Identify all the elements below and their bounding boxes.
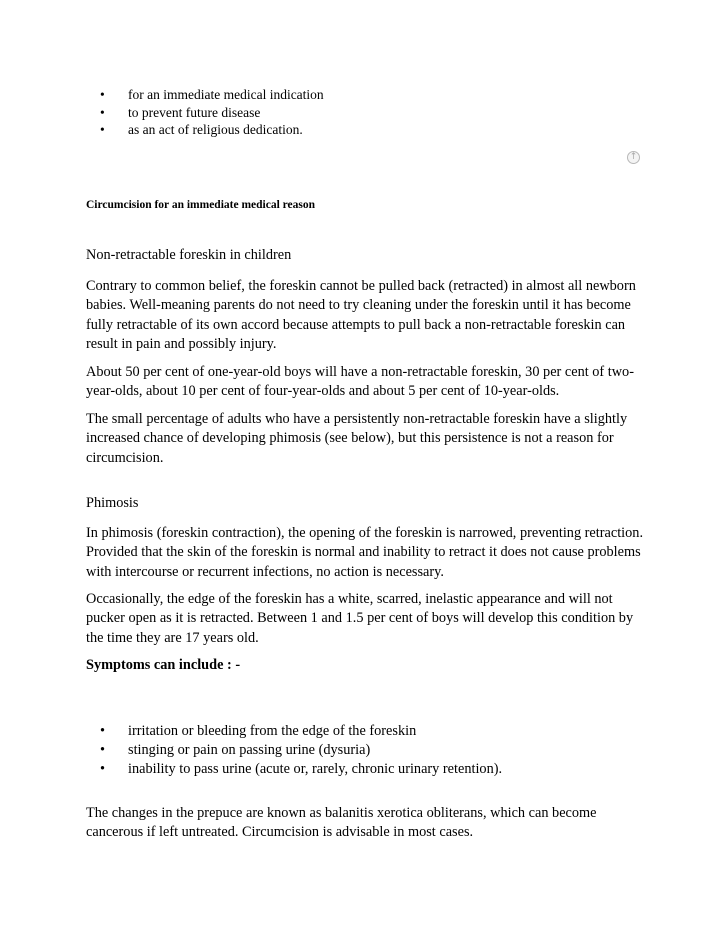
list-item: • for an immediate medical indication (100, 87, 324, 102)
intro-bullet-list (96, 86, 324, 139)
subheading-phimosis: Phimosis (86, 495, 139, 511)
list-item: • as an act of religious dedication. (100, 122, 303, 137)
paragraph-1: Contrary to common belief, the foreskin cannot be pulled back (retracted) in almost all newborn babies. Well-meaning parents do not need to try cleaning under the foreskin until it has become fully retractable of its own accord because attempts to pull back a non-retractable foreskin can result in pain and possibly injury. (86, 278, 636, 352)
list-item: • to prevent future disease (100, 104, 261, 120)
subheading-non-retractable: Non-retractable foreskin in children (86, 247, 292, 263)
bullet-icon: • (100, 122, 105, 137)
list-item: • irritation or bleeding from the edge of the foreskin (100, 723, 417, 739)
bullet-icon: • (100, 742, 106, 758)
bullet-icon: • (100, 761, 106, 777)
paragraph-4: In phimosis (foreskin contraction), the opening of the foreskin is narrowed, preventing retraction. Provided that the skin of the foreskin is normal and inability to retract it does not cause problems with intercourse or recurrent infections, no action is necessary. (86, 525, 644, 580)
list-item: • stinging or pain on passing urine (dysuria) (100, 742, 371, 758)
list-item: • inability to pass urine (acute or, rarely, chronic urinary retention). (100, 761, 503, 777)
paragraph-6: The changes in the prepuce are known as balanitis xerotica obliterans, which can become cancerous if left untreated. Circumcision is advisable in most cases. (86, 805, 597, 841)
bullet-icon: • (100, 104, 105, 120)
symptoms-heading: Symptoms can include : - (86, 657, 241, 673)
bullet-icon: • (100, 723, 106, 739)
arrow-up-circle-icon[interactable]: ↑ (627, 151, 640, 164)
section-heading: Circumcision for an immediate medical reason (86, 199, 316, 211)
bullet-icon: • (100, 87, 105, 102)
paragraph-2: About 50 per cent of one-year-old boys will have a non-retractable foreskin, 30 per cent of two-year-olds, about 10 per cent of four-year-olds and about 5 per cent of 10-year-olds. (86, 364, 634, 400)
symptom-bullet-list (96, 722, 502, 779)
paragraph-3: The small percentage of adults who have a persistently non-retractable foreskin have a slightly increased chance of developing phimosis (see below), but this persistence is not a reason for circumcision. (86, 411, 628, 466)
paragraph-5: Occasionally, the edge of the foreskin has a white, scarred, inelastic appearance and will not pucker open as it is retracted. Between 1 and 1.5 per cent of boys will develop this condition by the time they are 17 years old. (86, 591, 634, 646)
